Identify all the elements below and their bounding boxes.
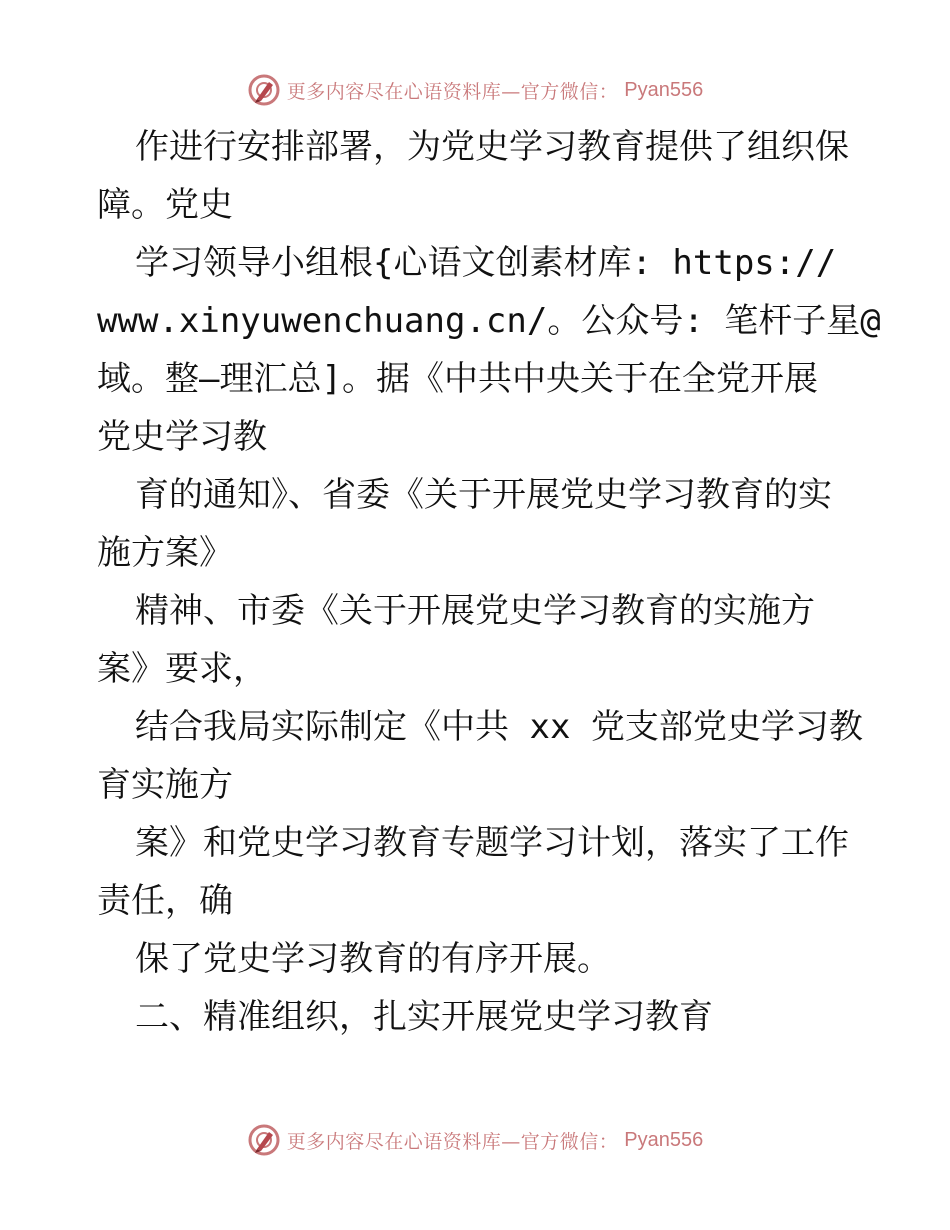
text-line: 育实施方 xyxy=(97,765,233,805)
footer-banner-wechat-id: Pyan556 xyxy=(624,1128,704,1151)
header-banner xyxy=(0,70,950,110)
text-line: 保了党史学习教育的有序开展。 xyxy=(135,939,611,979)
footer-banner xyxy=(0,1120,950,1160)
text-line: 精神、市委《关于开展党史学习教育的实施方 xyxy=(135,591,815,631)
text-line: 党史学习教 xyxy=(97,417,267,457)
text-line: 施方案》 xyxy=(97,533,233,573)
document-body xyxy=(97,118,881,1046)
text-line: 责任，确 xyxy=(97,881,233,921)
section-heading: 二、精准组织，扎实开展党史学习教育 xyxy=(135,997,713,1037)
footer-banner-text: 更多内容尽在心语资料库—官方微信： xyxy=(286,1130,619,1153)
text-line: 育的通知》、省委《关于开展党史学习教育的实 xyxy=(135,475,832,515)
text-line: 案》要求， xyxy=(97,649,267,689)
text-line: www.xinyuwenchuang.cn/。公众号: 笔杆子星@ xyxy=(97,301,881,341)
text-line: 域。整—理汇总]。据《中共中央关于在全党开展 xyxy=(97,359,818,399)
text-line: 结合我局实际制定《中共 xx 党支部党史学习教 xyxy=(135,707,863,747)
pen-logo-icon xyxy=(247,73,281,107)
header-banner-text: 更多内容尽在心语资料库—官方微信： xyxy=(286,80,619,103)
pen-logo-icon xyxy=(247,1123,281,1157)
text-line: 学习领导小组根{心语文创素材库: https:// xyxy=(135,243,837,283)
text-line: 作进行安排部署，为党史学习教育提供了组织保 xyxy=(135,127,849,167)
header-banner-wechat-id: Pyan556 xyxy=(624,78,704,101)
text-line: 障。党史 xyxy=(97,185,233,225)
text-line: 案》和党史学习教育专题学习计划，落实了工作 xyxy=(135,823,849,863)
